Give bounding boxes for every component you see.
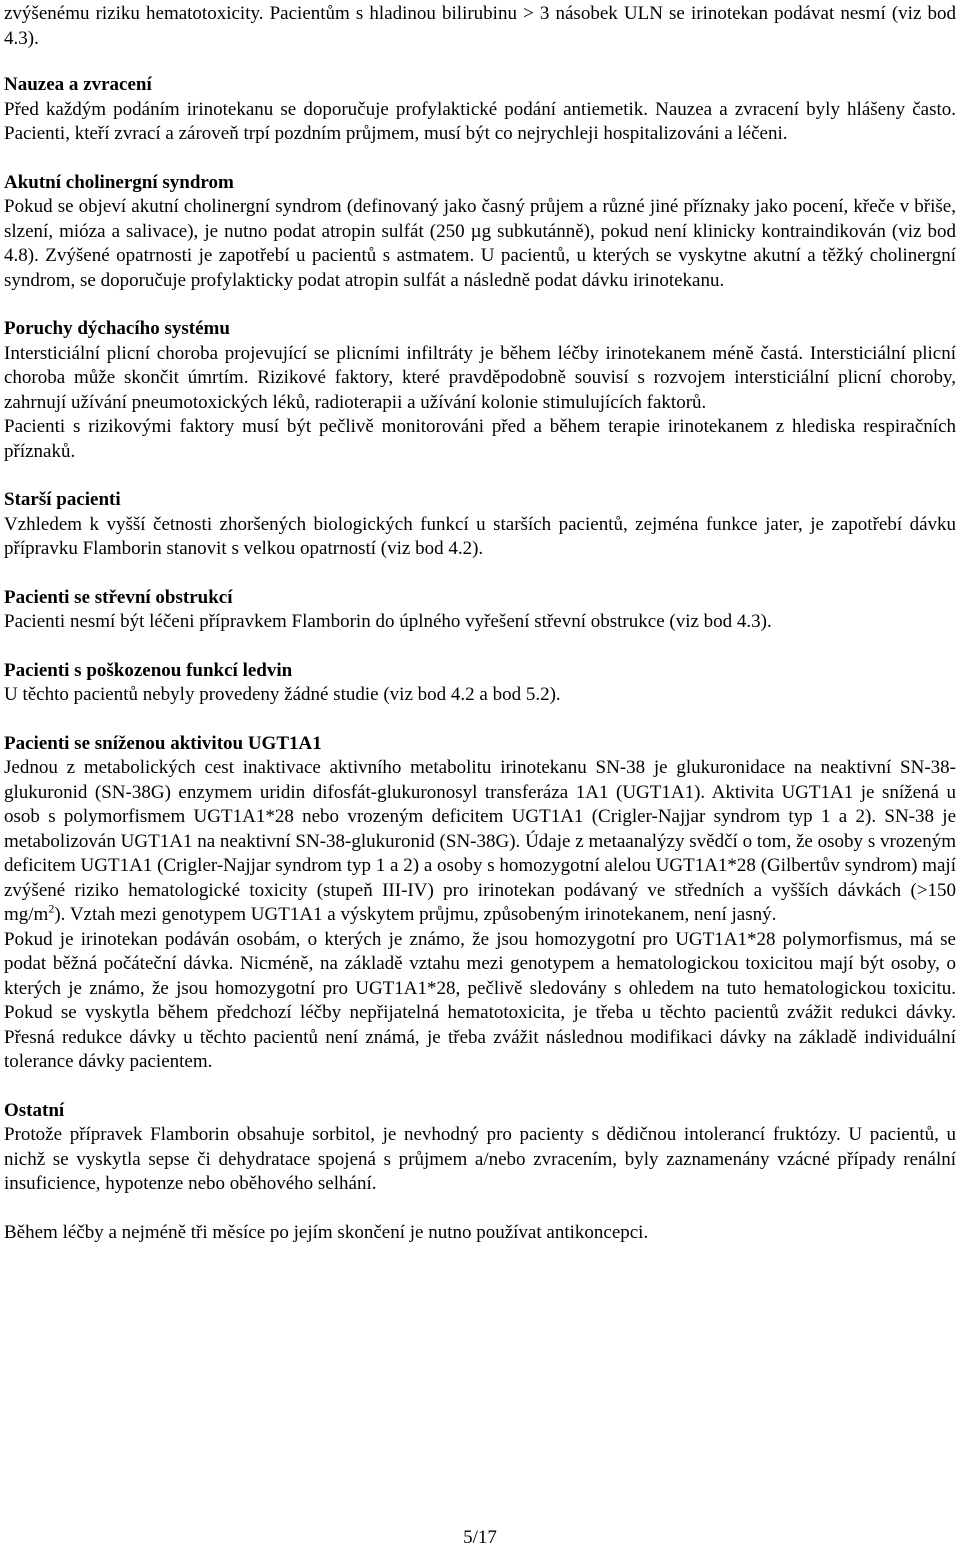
section-text-other: Protože přípravek Flamborin obsahuje sorbitol, je nevhodný pro pacienty s dědičnou intolerancí fruktózy. U pacientů, u nichž se vyskytla sepse či dehydratace spojená s průjmem a/nebo zvracením, byly zaznamenány vzácné případy renální insuficience, hypotenze nebo oběhového selhání. [4, 1124, 956, 1194]
section-text-respiratory-2: Pacienti s rizikovými faktory musí být pečlivě monitorováni před a během terapie irinotekanem z hlediska respiračních příznaků. [4, 416, 956, 462]
section-heading-respiratory: Poruchy dýchacího systému [4, 318, 230, 339]
section-text-nausea: Před každým podáním irinotekanu se doporučuje profylaktické podání antiemetik. Nauzea a zvracení byly hlášeny často. Pacienti, kteří zvrací a zároveň trpí pozdním průjmem, musí být co nejrychleji hospitalizováni a léčeni. [4, 98, 956, 144]
section-elderly [4, 488, 956, 562]
section-text-renal: U těchto pacientů nebyly provedeny žádné studie (viz bod 4.2 a bod 5.2). [4, 684, 561, 705]
section-other [4, 1099, 956, 1246]
section-heading-cholinergic: Akutní cholinergní syndrom [4, 171, 234, 193]
ugt1a1-text-part-b: ). Vztah mezi genotypem UGT1A1 a výskytem průjmu, způsobeným irinotekanem, není jasný. [54, 904, 777, 925]
section-heading-other: Ostatní [4, 1099, 65, 1121]
section-nausea [4, 73, 956, 147]
section-heading-obstruction: Pacienti se střevní obstrukcí [4, 586, 233, 608]
section-heading-elderly: Starší pacienti [4, 489, 121, 510]
section-respiratory [4, 317, 956, 464]
section-text-cholinergic: Pokud se objeví akutní cholinergní syndrom (definovaný jako časný průjem a různé jiné příznaky jako pocení, křeče v břiše, slzení, mióza a salivace), je nutno podat atropin sulfát (250 µg subkutánně), pokud není klinicky kontraindikován (viz bod 4.8). Zvýšené opatrnosti je zapotřebí u pacientů s astmatem. U pacientů, u kterých se vyskytne akutní a těžký cholinergní syndrom, se doporučuje profylakticky podat atropin sulfát a následně podat dávku irinotekanu. [4, 196, 956, 291]
section-heading-ugt1a1: Pacienti se sníženou aktivitou UGT1A1 [4, 732, 322, 754]
intro-paragraph: zvýšenému riziku hematotoxicity. Pacientům s hladinou bilirubinu > 3 násobek ULN se irinotekan podávat nesmí (viz bod 4.3). [4, 3, 956, 49]
section-obstruction [4, 586, 956, 635]
page-number: 5/17 [463, 1527, 497, 1548]
section-text-obstruction: Pacienti nesmí být léčeni přípravkem Flamborin do úplného vyřešení střevní obstrukce (viz bod 4.3). [4, 611, 772, 632]
section-heading-renal: Pacienti s poškozenou funkcí ledvin [4, 659, 293, 681]
ugt1a1-superscript: 2 [48, 901, 55, 916]
section-text-contraception: Během léčby a nejméně tři měsíce po jejím skončení je nutno používat antikoncepci. [4, 1221, 649, 1243]
section-text-elderly: Vzhledem k vyšší četnosti zhoršených biologických funkcí u starších pacientů, zejména funkce jater, je zapotřebí dávku přípravku Flamborin stanovit s velkou opatrností (viz bod 4.2). [4, 513, 956, 559]
ugt1a1-text-part-a: Jednou z metabolických cest inaktivace aktivního metabolitu irinotekanu SN-38 je glukuronidace na neaktivní SN-38-glukuronid (SN-38G) enzymem uridin difosfát-glukuronosyl transferáza 1A1 (UGT1A1). Aktivita UGT1A1 je snížená u osob s polymorfismem UGT1A1*28 nebo vrozeným deficitem UGT1A1 (Crigler-Najjar syndrom typ 1 a 2). SN-38 je metabolizován UGT1A1 na neaktivní SN-38-glukuronid (SN-38G). Údaje z metaanalýzy svědčí o tom, že osoby s vrozeným deficitem UGT1A1 (Crigler-Najjar syndrom typ 1 a 2) a osoby s homozygotní alelou UGT1A1*28 (Gilbertův syndrom) mají zvýšené riziko hematologické toxicity (stupeň III-IV) pro irinotekan podávaný ve středních a vyšších dávkách (>150 mg/m [4, 757, 956, 925]
section-text-ugt1a1-1 [4, 756, 956, 928]
section-text-ugt1a1-2: Pokud je irinotekan podáván osobám, o kterých je známo, že jsou homozygotní pro UGT1A1*28 polymorfismus, má se podat běžná počáteční dávka. Nicméně, na základě vztahu mezi genotypem a hematologickou toxicitou mají být osoby, o kterých je známo, že jsou homozygotní pro UGT1A1*28, pečlivě sledovány s ohledem na tuto hematologickou toxicitu. Pokud se vyskytla během předchozí léčby nepřijatelná hematotoxicita, je třeba u těchto pacientů zvážit redukci dávky. Přesná redukce dávky u těchto pacientů není známá, je třeba zvážit následnou modifikaci dávky na základě individuální tolerance dávky pacientem. [4, 928, 956, 1072]
section-ugt1a1 [4, 732, 956, 1075]
section-text-respiratory-1: Intersticiální plicní choroba projevující se plicními infiltráty je během léčby irinotekanem méně častá. Intersticiální plicní choroba může skončit úmrtím. Rizikové faktory, které pravděpodobně souvisí s rozvojem intersticiální plicní choroby, zahrnují užívání pneumotoxických léků, radioterapii a užívání kolonie stimulujících faktorů. [4, 342, 956, 413]
section-heading-nausea: Nauzea a zvracení [4, 74, 152, 95]
document-page [4, 2, 956, 1245]
section-cholinergic [4, 171, 956, 294]
section-renal [4, 659, 956, 708]
